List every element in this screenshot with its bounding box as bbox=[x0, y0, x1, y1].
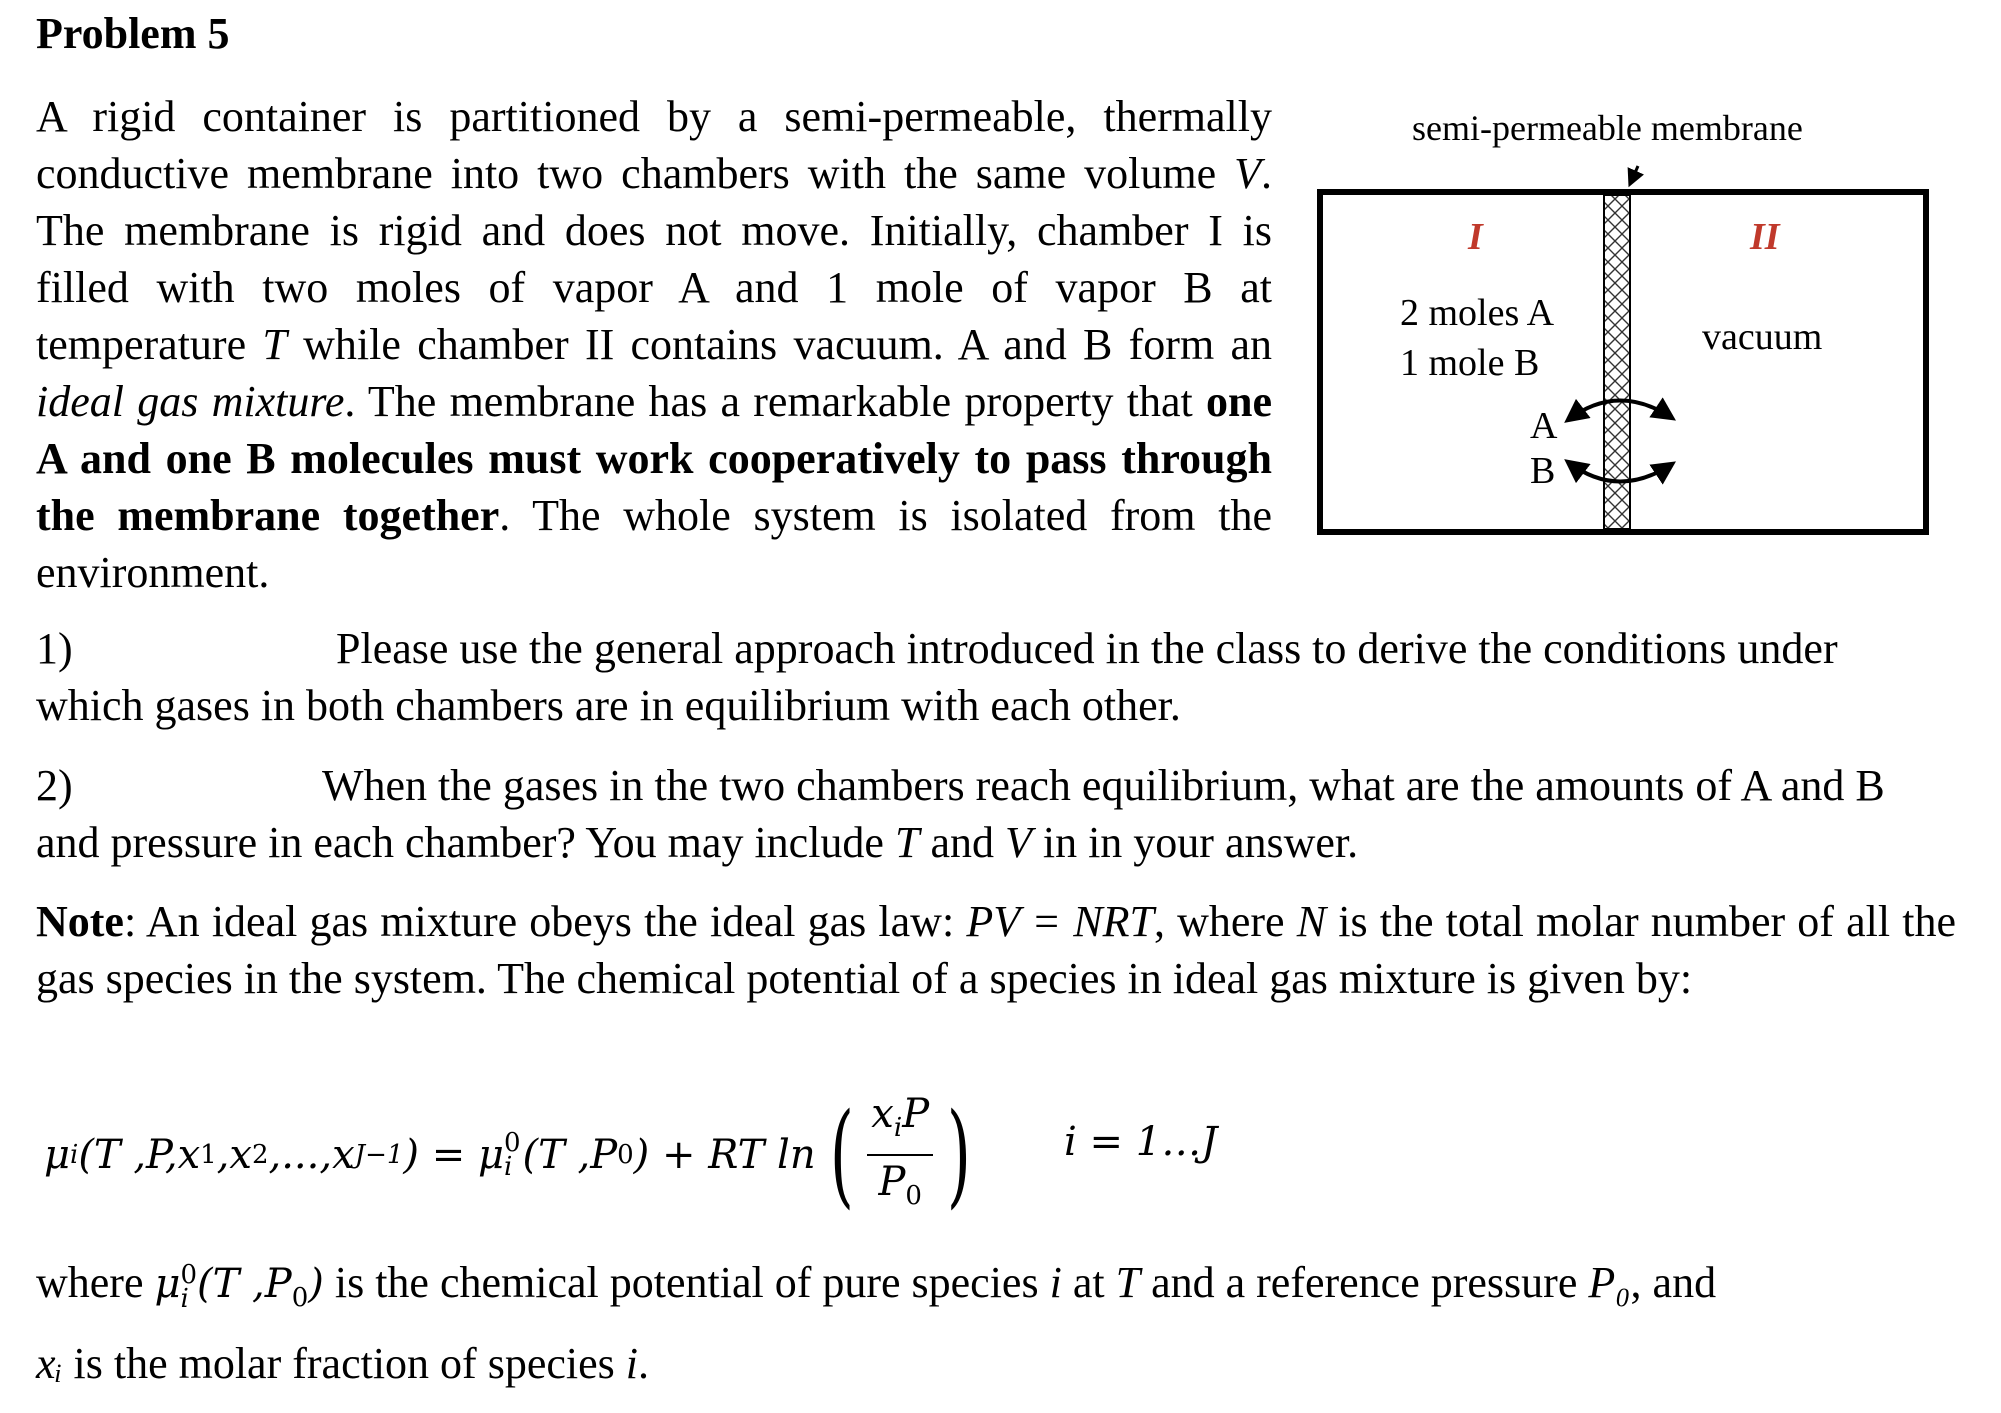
where-text: , and bbox=[1630, 1258, 1717, 1307]
index-range-text: i = 1…J bbox=[1064, 1119, 1218, 1165]
formula-args: ) = μ bbox=[403, 1132, 504, 1178]
chemical-potential-formula bbox=[44, 1085, 985, 1225]
fraction-numerator: x bbox=[871, 1091, 894, 1137]
where-text: at bbox=[1061, 1258, 1116, 1307]
formula-args: ,x bbox=[216, 1132, 252, 1178]
mu-symbol: μ bbox=[154, 1261, 181, 1307]
formula-args: (T ,P,x bbox=[78, 1132, 201, 1178]
formula-subscript: 2 bbox=[251, 1140, 269, 1170]
formula-subscript: i bbox=[503, 1152, 513, 1182]
index-symbol: i bbox=[625, 1339, 638, 1388]
formula-subscript: i bbox=[70, 1140, 79, 1170]
fraction bbox=[867, 1088, 933, 1222]
formula-subscript: J−1 bbox=[354, 1140, 404, 1170]
formula-subscript: 0 bbox=[617, 1140, 634, 1170]
membrane-pointer-arrow bbox=[1630, 166, 1638, 184]
ideal-gas-law: PV = NRT bbox=[966, 897, 1154, 946]
question-2 bbox=[36, 757, 1956, 871]
question-1 bbox=[36, 620, 1956, 734]
chamber-ii-content: vacuum bbox=[1702, 316, 1823, 358]
question-text: When the gases in the two chambers reach equilibrium, what are the amounts of A and B and pressure in each chamber? You may include bbox=[36, 761, 1885, 867]
formula-subscript: i bbox=[180, 1284, 189, 1314]
temperature-symbol: T bbox=[262, 320, 287, 369]
molar-number-symbol: N bbox=[1296, 897, 1327, 946]
where-text: where bbox=[36, 1258, 155, 1307]
right-paren: ) bbox=[946, 1090, 971, 1220]
membrane-property-emphasis: one A and one B molecules must work cooperatively to pass through the membrane together bbox=[36, 377, 1272, 540]
temperature-symbol: T bbox=[894, 818, 920, 867]
fraction-numerator: P bbox=[902, 1091, 930, 1137]
volume-symbol: V bbox=[1234, 149, 1261, 198]
question-number: 1) bbox=[36, 624, 73, 673]
note-label: Note bbox=[36, 897, 124, 946]
formula-subscript: 0 bbox=[905, 1181, 922, 1211]
formula-args: ,...,x bbox=[268, 1132, 355, 1178]
where-text: is the molar fraction of species bbox=[62, 1339, 626, 1388]
where-paragraph bbox=[36, 1250, 1956, 1397]
formula-args: (T ,P bbox=[522, 1132, 618, 1178]
temperature-symbol: T bbox=[1115, 1258, 1141, 1307]
note-text: : An ideal gas mixture obeys the ideal gas law: bbox=[123, 897, 967, 946]
chamber-i-label: I bbox=[1468, 216, 1483, 258]
where-text: . bbox=[638, 1339, 649, 1388]
arrow-a-label: A bbox=[1530, 405, 1558, 447]
formula-superscript: 0 bbox=[180, 1260, 198, 1290]
question-number: 2) bbox=[36, 761, 73, 810]
chamber-i-moles-b: 1 mole B bbox=[1400, 342, 1540, 384]
problem-title: Problem 5 bbox=[36, 9, 230, 58]
container-diagram bbox=[1300, 150, 1940, 540]
chamber-ii-label: II bbox=[1750, 216, 1780, 258]
left-paren: ( bbox=[829, 1090, 854, 1220]
formula-symbol: μ bbox=[44, 1132, 70, 1178]
formula-subscript: i bbox=[893, 1113, 903, 1143]
question-text: in in your answer. bbox=[1031, 818, 1359, 867]
problem-statement bbox=[36, 88, 1272, 601]
index-symbol: i bbox=[1049, 1258, 1062, 1307]
formula-args: ) bbox=[308, 1261, 324, 1307]
note-paragraph bbox=[36, 893, 1956, 1007]
intro-text: while chamber II contains vacuum. A and B form an bbox=[286, 320, 1272, 369]
intro-text: . The membrane has a remarkable property that bbox=[344, 377, 1206, 426]
membrane-label: semi-permeable membrane bbox=[1412, 108, 1803, 148]
fraction-denominator: P bbox=[878, 1159, 906, 1205]
formula-subscript: 0 bbox=[291, 1283, 309, 1313]
intro-text: A rigid container is partitioned by a semi-permeable, thermally conductive membrane into two chambers with the same volume bbox=[36, 92, 1272, 198]
formula-superscript: 0 bbox=[503, 1128, 521, 1158]
ideal-gas-mixture-term: ideal gas mixture bbox=[36, 377, 345, 426]
chamber-i-moles-a: 2 moles A bbox=[1400, 292, 1555, 334]
note-text: , where bbox=[1153, 897, 1297, 946]
intro-text: . The whole system is isolated from the environment. bbox=[36, 491, 1272, 597]
question-text: Please use the general approach introduced in the class to derive the conditions under which gases in both chambers are in equilibrium with each other. bbox=[36, 624, 1838, 730]
question-text: and bbox=[919, 818, 1005, 867]
arrow-b-label: B bbox=[1530, 450, 1556, 492]
molar-fraction-symbol: xᵢ bbox=[36, 1339, 63, 1388]
intro-text: . The membrane is rigid and does not move. Initially, chamber I is filled with two moles of vapor A and 1 mole of vapor B at temperature bbox=[36, 149, 1272, 369]
where-text: and a reference pressure bbox=[1140, 1258, 1589, 1307]
volume-symbol: V bbox=[1004, 818, 1032, 867]
formula-args: (T ,P bbox=[197, 1261, 292, 1307]
formula-subscript: 1 bbox=[200, 1140, 217, 1170]
note-text: is the total molar number of all the gas species in the system. The chemical potential of a species in ideal gas mixture is given by: bbox=[36, 897, 1956, 1003]
reference-pressure-symbol: P₀ bbox=[1588, 1258, 1631, 1307]
index-range bbox=[1064, 1118, 1217, 1166]
formula-args: ) + RT ln bbox=[633, 1132, 816, 1178]
where-text: is the chemical potential of pure species bbox=[323, 1258, 1050, 1307]
